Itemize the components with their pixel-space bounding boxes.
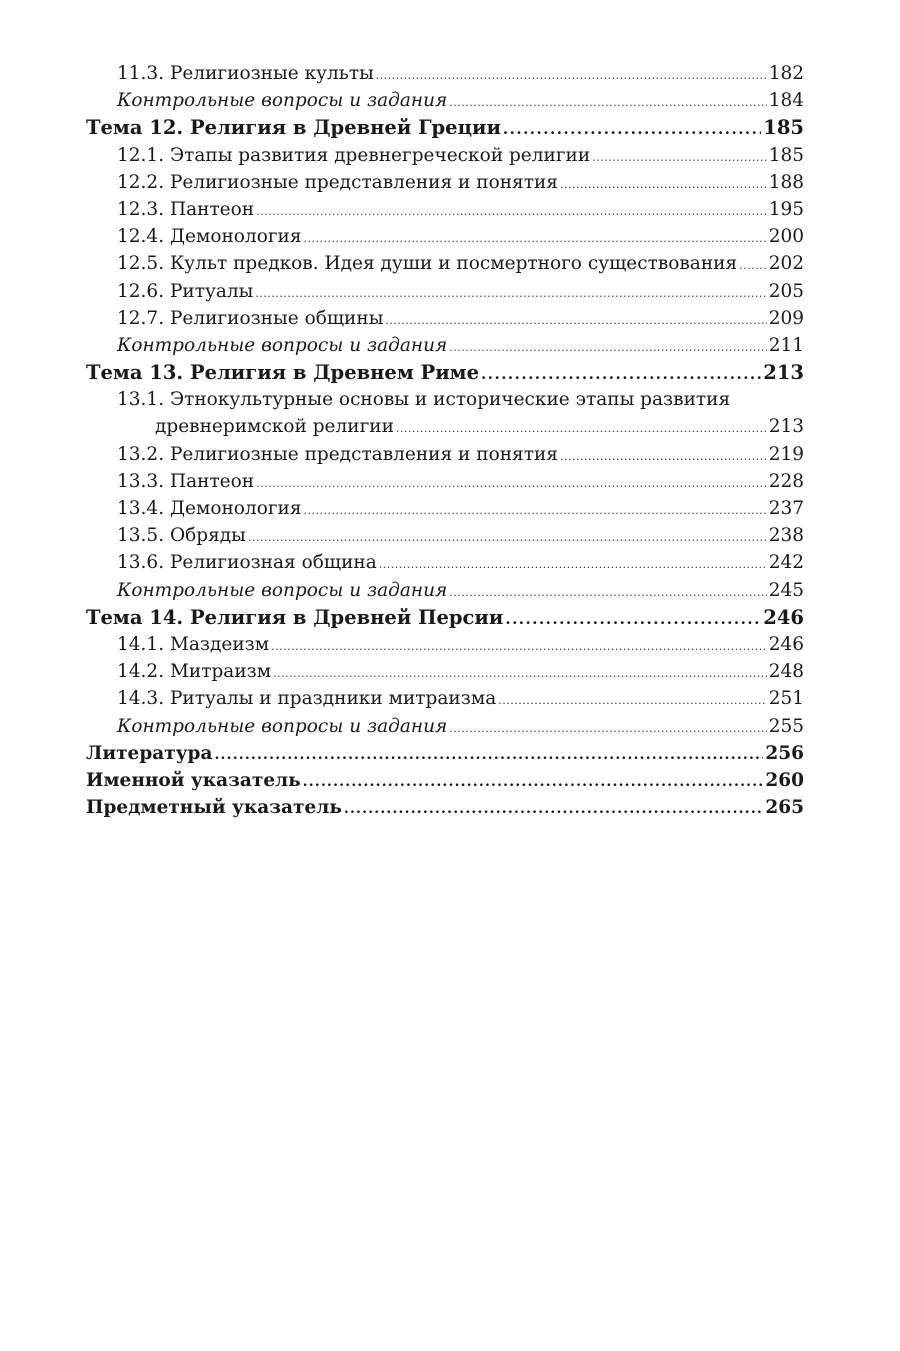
toc-entry-13-4 [86,495,804,522]
toc-entry-questions-13 [86,577,804,604]
toc-entry-title: 13.1. Этнокультурные основы и исторические этапы развития [117,389,731,411]
dot-leader [304,497,767,524]
toc-page-number: 256 [765,742,804,764]
toc-topic-title: Тема 12. Религия в Древней Греции [86,116,501,140]
dot-leader [303,769,764,796]
toc-entry-title: 11.3. Религиозные культы [117,63,374,84]
toc-entry-title: Контрольные вопросы и задания [117,90,448,112]
dot-leader [449,334,766,361]
toc-topic-13 [86,359,804,386]
toc-entry-title: Контрольные вопросы и задания [117,579,448,601]
toc-end-title: Предметный указатель [86,797,342,819]
toc-page-number: 195 [768,198,804,220]
toc-entry-12-6 [86,278,804,305]
toc-entry-title: 13.3. Пантеон [117,470,255,492]
dot-leader [271,633,767,660]
toc-entry-title: 14.2. Митраизм [117,661,272,683]
toc-page-number: 238 [768,525,804,547]
toc-page-number: 182 [768,63,804,84]
toc-topic-12 [86,114,804,141]
toc-entry-title: 12.2. Религиозные представления и понятия [117,171,558,193]
dot-leader [256,470,767,497]
toc-topic-title: Тема 13. Религия в Древнем Риме [86,361,480,385]
toc-entry-title: 12.3. Пантеон [117,198,255,220]
toc-entry-13-3 [86,468,804,495]
toc-page-number: 246 [768,633,804,655]
toc-name-index [86,767,804,794]
dot-leader [304,225,767,252]
toc-entry-11-3 [86,60,804,87]
dot-leader [256,198,767,225]
toc-topic-title: Тема 14. Религия в Древней Персии [86,605,504,629]
dot-leader [255,280,766,307]
toc-page-number: 237 [768,498,804,519]
toc-entry-12-4 [86,223,804,250]
dot-leader [503,116,761,143]
dot-leader [214,742,763,769]
toc-page-number: 248 [768,661,804,683]
dot-leader [449,715,766,742]
toc-entry-title-continued: древнеримской религии [155,416,394,438]
toc-entry-title: 13.6. Религиозная община [117,552,377,574]
toc-entry-12-7 [86,305,804,332]
toc-entry-questions-12 [86,332,804,359]
dot-leader [273,660,767,687]
toc-page-number: 184 [768,90,804,112]
toc-page-number: 242 [768,552,804,574]
toc-entry-12-3 [86,196,804,223]
toc-entry-12-5 [86,250,804,277]
toc-entry-questions-11 [86,87,804,114]
toc-page-number: 188 [768,171,804,193]
toc-entry-14-3 [86,685,804,712]
toc-page-number: 211 [768,334,804,356]
toc-entry-14-1 [86,631,804,658]
toc-page-number: 219 [768,443,804,465]
toc-page-number: 251 [768,688,804,710]
toc-entry-title: 12.1. Этапы развития древнегреческой религии [117,144,591,166]
toc-entry-13-6 [86,549,804,576]
toc-entry-title: 12.6. Ритуалы [117,280,254,302]
toc-entry-title: 14.1. Маздеизм [117,633,270,655]
dot-leader [560,443,767,470]
toc-entry-13-5 [86,522,804,549]
dot-leader [379,551,767,578]
toc-page-number: 213 [763,361,804,385]
toc-page-number: 200 [768,226,804,248]
toc-page-number: 209 [768,307,804,329]
toc-page-number: 202 [768,253,804,275]
toc-entry-12-2 [86,169,804,196]
toc-entry-title: 14.3. Ритуалы и праздники митраизма [117,688,497,710]
toc-entry-title: Контрольные вопросы и задания [117,334,448,356]
toc-entry-13-2 [86,441,804,468]
toc-page-number: 228 [768,470,804,492]
dot-leader [385,307,766,334]
toc-end-title: Именной указатель [86,769,301,791]
toc-entry-title: 13.5. Обряды [117,525,246,547]
dot-leader [498,687,766,714]
dot-leader [592,144,767,171]
toc-page-number: 255 [768,715,804,737]
toc-entry-title: Контрольные вопросы и задания [117,715,448,737]
dot-leader [449,89,766,116]
toc-end-title: Литература [86,742,213,764]
dot-leader [344,796,764,823]
dot-leader [481,361,761,388]
toc-literature [86,740,804,767]
toc-page-number: 260 [765,769,804,791]
toc-page-number: 265 [765,797,804,819]
toc-page-number: 205 [768,280,804,302]
toc-entry-14-2 [86,658,804,685]
toc-entry-title: 13.2. Религиозные представления и понятия [117,443,558,465]
dot-leader [505,606,761,633]
toc-page-number: 246 [763,605,804,629]
toc-page-number: 245 [768,579,804,601]
toc-page-number: 213 [768,416,804,438]
dot-leader [376,62,767,89]
dot-leader [248,524,767,551]
toc-entry-questions-14 [86,713,804,740]
toc-entry-title: 13.4. Демонология [117,498,302,519]
toc-entry-13-1-line2 [86,413,804,440]
toc-entry-title: 12.7. Религиозные общины [117,307,384,329]
toc-topic-14 [86,604,804,631]
dot-leader [739,252,767,279]
toc-page-number: 185 [763,116,804,140]
toc-entry-12-1 [86,142,804,169]
toc-subject-index [86,794,804,821]
dot-leader [449,579,766,606]
toc-entry-title: 12.4. Демонология [117,226,302,248]
table-of-contents [86,60,804,821]
dot-leader [396,415,767,442]
toc-entry-13-1-line1 [86,386,804,413]
dot-leader [560,171,767,198]
toc-entry-title: 12.5. Культ предков. Идея души и посмертного существования [117,253,738,275]
toc-page-number: 185 [768,144,804,166]
